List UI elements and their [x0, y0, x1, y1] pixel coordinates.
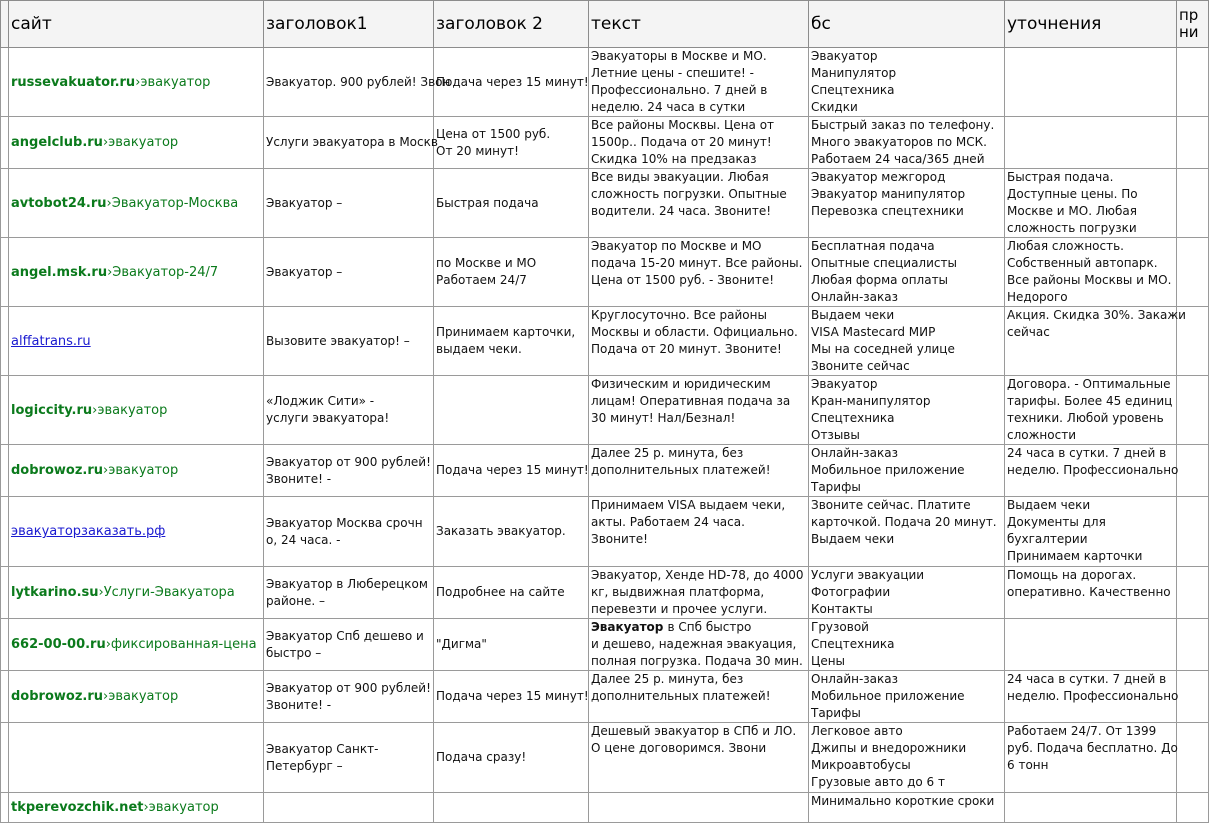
bs-line: Спецтехника: [811, 637, 895, 651]
clarification-line: Документы для: [1007, 515, 1106, 529]
next-col-cell[interactable]: [1177, 619, 1209, 671]
text-cell[interactable]: [589, 497, 809, 567]
text-line: водители. 24 часа. Звоните!: [591, 204, 772, 218]
bs-line: Онлайн-заказ: [811, 672, 899, 686]
clarifications-cell[interactable]: [1005, 723, 1177, 793]
table-row: [1, 671, 1209, 723]
header-bs[interactable]: бс: [809, 1, 1005, 48]
clarification-line: Любая сложность.: [1007, 239, 1124, 253]
clarification-line: Работаем 24/7. От 1399: [1007, 724, 1157, 738]
site-cell[interactable]: [9, 117, 264, 169]
text-line: Принимаем VISA выдаем чеки,: [591, 498, 786, 512]
title1-cell[interactable]: Эвакуатор Москва срочн о, 24 часа. -: [264, 497, 434, 567]
site-cell[interactable]: [9, 48, 264, 117]
title2-cell[interactable]: Принимаем карточки, выдаем чеки.: [434, 307, 589, 376]
text-line: дополнительных платежей!: [591, 463, 771, 477]
bs-line: Звоните сейчас: [811, 359, 910, 373]
table-row: [1, 169, 1209, 238]
site-path: ›Эвакуатор-Москва: [106, 195, 239, 211]
next-col-cell[interactable]: [1177, 497, 1209, 567]
clarification-line: техники. Любой уровень: [1007, 411, 1164, 425]
text-cell[interactable]: [589, 48, 809, 117]
title2-cell[interactable]: [434, 376, 589, 445]
clarifications-cell[interactable]: [1005, 567, 1177, 619]
bs-cell[interactable]: [809, 376, 1005, 445]
title2-cell[interactable]: [434, 793, 589, 823]
row-gutter-cell[interactable]: [1, 723, 9, 793]
text-line: Подача от 20 минут. Звоните!: [591, 342, 782, 356]
text-line: Все виды эвакуации. Любая: [591, 170, 769, 184]
text-line: Эвакуатор по Москве и МО: [591, 239, 762, 253]
bs-line: Грузовые авто до 6 т: [811, 775, 945, 789]
title1-cell[interactable]: Эвакуатор Спб дешево и быстро –: [264, 619, 434, 671]
title2-cell[interactable]: Подача через 15 минут!: [434, 671, 589, 723]
bs-line: Спецтехника: [811, 83, 895, 97]
site-cell[interactable]: [9, 445, 264, 497]
site-path: ›эвакуатор: [103, 463, 179, 478]
bs-cell[interactable]: [809, 793, 1005, 823]
clarification-line: тарифы. Более 45 единиц: [1007, 394, 1173, 408]
clarification-line: 24 часа в сутки. 7 дней в: [1007, 446, 1167, 460]
bs-cell[interactable]: [809, 238, 1005, 307]
text-line: Цена от 1500 руб. - Звоните!: [591, 273, 775, 287]
bs-line: Кран-манипулятор: [811, 394, 931, 408]
bs-line: Тарифы: [811, 706, 861, 720]
text-line: О цене договоримся. Звони: [591, 741, 767, 755]
clarification-line: сейчас: [1007, 325, 1050, 339]
clarification-line: Все районы Москвы и МО.: [1007, 273, 1172, 287]
title1-cell[interactable]: Эвакуатор от 900 рублей! Звоните! -: [264, 671, 434, 723]
site-domain: angel.msk.ru: [11, 264, 108, 280]
row-gutter-cell[interactable]: [1, 619, 9, 671]
table-row: [1, 723, 1209, 793]
text-cell[interactable]: [589, 671, 809, 723]
next-col-cell[interactable]: [1177, 671, 1209, 723]
text-line: Физическим и юридическим: [591, 377, 771, 391]
bs-line: Эвакуатор: [811, 49, 878, 63]
header-row: [1, 1, 1209, 48]
bs-line: Джипы и внедорожники: [811, 741, 967, 755]
row-gutter-cell[interactable]: [1, 445, 9, 497]
row-gutter-cell[interactable]: [1, 238, 9, 307]
text-line: Эвакуатор в Спб быстро: [591, 620, 752, 634]
site-path: ›фиксированная-цена: [105, 637, 257, 652]
text-line: полная погрузка. Подача 30 мин.: [591, 654, 803, 668]
bs-line: VISA Mastecard МИР: [811, 325, 936, 339]
site-domain: angelclub.ru: [11, 135, 103, 150]
bs-line: Выдаем чеки: [811, 308, 895, 322]
text-line: Эвакуатор, Хенде HD-78, до 4000: [591, 568, 804, 582]
table-row: [1, 567, 1209, 619]
header-clarifications[interactable]: уточнения: [1005, 1, 1177, 48]
title1-cell[interactable]: Эвакуатор от 900 рублей! Звоните! -: [264, 445, 434, 497]
table-row: [1, 619, 1209, 671]
clarifications-cell[interactable]: [1005, 376, 1177, 445]
title2-cell[interactable]: по Москве и МО Работаем 24/7: [434, 238, 589, 307]
bs-cell[interactable]: [809, 723, 1005, 793]
bs-line: Эвакуатор: [811, 377, 878, 391]
bs-line: Звоните сейчас. Платите: [811, 498, 971, 512]
site-link[interactable]: эвакуаторзаказать.рф: [11, 524, 166, 539]
next-col-cell[interactable]: [1177, 567, 1209, 619]
clarification-line: Принимаем карточки: [1007, 549, 1143, 563]
bs-line: Минимально короткие сроки: [811, 794, 995, 808]
clarification-line: неделю. Профессионально: [1007, 463, 1179, 477]
text-line: Эвакуаторы в Москве и МО.: [591, 49, 767, 63]
next-col-cell[interactable]: [1177, 48, 1209, 117]
bs-line: Выдаем чеки: [811, 532, 895, 546]
text-line: акты. Работаем 24 часа.: [591, 515, 745, 529]
text-line: перевезти и прочее услуги.: [591, 602, 768, 616]
clarifications-cell[interactable]: [1005, 497, 1177, 567]
row-gutter-cell[interactable]: [1, 793, 9, 823]
bs-line: Контакты: [811, 602, 873, 616]
text-cell[interactable]: [589, 567, 809, 619]
bs-line: Опытные специалисты: [811, 256, 957, 270]
clarification-line: Быстрая подача.: [1007, 170, 1114, 184]
text-line: Звоните!: [591, 532, 648, 546]
clarification-line: Выдаем чеки: [1007, 498, 1091, 512]
text-line: и дешево, надежная эвакуация,: [591, 637, 797, 651]
clarification-line: 6 тонн: [1007, 758, 1049, 772]
bs-line: Быстрый заказ по телефону.: [811, 118, 995, 132]
clarifications-cell[interactable]: [1005, 48, 1177, 117]
bs-line: Мы на соседней улице: [811, 342, 955, 356]
site-path: ›эвакуатор: [103, 689, 179, 704]
title1-cell[interactable]: [264, 793, 434, 823]
text-line: кг, выдвижная платформа,: [591, 585, 765, 599]
site-cell[interactable]: [9, 671, 264, 723]
text-line: Профессионально. 7 дней в: [591, 83, 768, 97]
site-cell[interactable]: [9, 376, 264, 445]
bs-line: Перевозка спецтехники: [811, 204, 964, 218]
table-row: [1, 376, 1209, 445]
text-line: Дешевый эвакуатор в СПб и ЛО.: [591, 724, 797, 738]
site-domain: dobrowoz.ru: [11, 689, 103, 704]
clarifications-cell[interactable]: [1005, 117, 1177, 169]
clarification-line: сложности: [1007, 428, 1076, 442]
bs-line: Скидки: [811, 100, 858, 114]
clarification-line: неделю. Профессионально: [1007, 689, 1179, 703]
site-path: ›эвакуатор: [143, 800, 219, 815]
site-cell[interactable]: [9, 619, 264, 671]
bs-line: Работаем 24 часа/365 дней: [811, 152, 985, 166]
site-domain: logiccity.ru: [11, 402, 93, 418]
bs-line: Мобильное приложение: [811, 463, 965, 477]
bs-cell[interactable]: [809, 307, 1005, 376]
text-cell[interactable]: [589, 307, 809, 376]
table-row: [1, 48, 1209, 117]
clarification-line: бухгалтерии: [1007, 532, 1088, 546]
table-row: [1, 793, 1209, 823]
title1-cell[interactable]: Эвакуатор. 900 рублей! Звон: [264, 48, 434, 117]
bs-line: Услуги эвакуации: [811, 568, 925, 582]
bs-line: Манипулятор: [811, 66, 897, 80]
title1-cell[interactable]: Эвакуатор –: [264, 169, 434, 238]
text-line: Далее 25 р. минута, без: [591, 672, 744, 686]
clarifications-cell[interactable]: [1005, 445, 1177, 497]
next-col-cell[interactable]: [1177, 376, 1209, 445]
title2-cell[interactable]: Подача сразу!: [434, 723, 589, 793]
bs-line: Микроавтобусы: [811, 758, 911, 772]
text-line: Летние цены - спешите! -: [591, 66, 755, 80]
bs-cell[interactable]: [809, 497, 1005, 567]
header-text[interactable]: текст: [589, 1, 809, 48]
clarification-line: 24 часа в сутки. 7 дней в: [1007, 672, 1167, 686]
text-line: лицам! Оперативная подача за: [591, 394, 791, 408]
site-domain: 662-00-00.ru: [11, 637, 106, 652]
table-row: [1, 445, 1209, 497]
bs-line: Бесплатная подача: [811, 239, 935, 253]
text-line: Круглосуточно. Все районы: [591, 308, 767, 322]
row-gutter-cell[interactable]: [1, 117, 9, 169]
clarification-line: Недорого: [1007, 290, 1068, 304]
clarifications-cell[interactable]: [1005, 793, 1177, 823]
site-cell[interactable]: [9, 567, 264, 619]
bs-cell[interactable]: [809, 117, 1005, 169]
next-col-cell[interactable]: [1177, 169, 1209, 238]
text-line: сложность погрузки. Опытные: [591, 187, 787, 201]
header-col-a[interactable]: [1, 1, 9, 48]
text-cell[interactable]: [589, 238, 809, 307]
bs-line: Любая форма оплаты: [811, 273, 949, 287]
bs-cell[interactable]: [809, 567, 1005, 619]
title2-cell[interactable]: Подача через 15 минут!: [434, 445, 589, 497]
bs-line: карточкой. Подача 20 минут.: [811, 515, 997, 529]
clarification-line: руб. Подача бесплатно. До: [1007, 741, 1178, 755]
text-cell[interactable]: [589, 619, 809, 671]
next-col-cell[interactable]: [1177, 445, 1209, 497]
header-title2[interactable]: заголовок 2: [434, 1, 589, 48]
site-path: ›Услуги-Эвакуатора: [98, 585, 235, 600]
text-cell[interactable]: [589, 376, 809, 445]
site-cell[interactable]: [9, 723, 264, 793]
next-col-cell[interactable]: [1177, 723, 1209, 793]
title1-cell[interactable]: Услуги эвакуатора в Москв: [264, 117, 434, 169]
site-cell[interactable]: [9, 238, 264, 307]
text-cell[interactable]: [589, 793, 809, 823]
clarification-line: Москве и МО. Любая: [1007, 204, 1137, 218]
title2-cell[interactable]: Подробнее на сайте: [434, 567, 589, 619]
bs-line: Грузовой: [811, 620, 869, 634]
bs-line: Цены: [811, 654, 846, 668]
text-line: Все районы Москвы. Цена от: [591, 118, 775, 132]
row-gutter-cell[interactable]: [1, 671, 9, 723]
site-domain: tkperevozchik.net: [11, 800, 144, 815]
text-line: дополнительных платежей!: [591, 689, 771, 703]
text-cell[interactable]: [589, 445, 809, 497]
clarification-line: сложность погрузки: [1007, 221, 1137, 235]
bs-line: Мобильное приложение: [811, 689, 965, 703]
title2-cell[interactable]: Цена от 1500 руб. От 20 минут!: [434, 117, 589, 169]
clarifications-cell[interactable]: [1005, 619, 1177, 671]
clarification-line: Собственный автопарк.: [1007, 256, 1158, 270]
site-path: ›эвакуатор: [92, 402, 168, 418]
header-title1[interactable]: заголовок1: [264, 1, 434, 48]
site-cell[interactable]: [9, 793, 264, 823]
title1-cell[interactable]: Эвакуатор –: [264, 238, 434, 307]
text-line: неделю. 24 часа в сутки: [591, 100, 746, 114]
row-gutter-cell[interactable]: [1, 567, 9, 619]
header-site[interactable]: сайт: [9, 1, 264, 48]
bs-cell[interactable]: [809, 445, 1005, 497]
title1-cell[interactable]: «Лоджик Сити» - услуги эвакуатора!: [264, 376, 434, 445]
title2-cell[interactable]: "Дигма": [434, 619, 589, 671]
site-link[interactable]: alffatrans.ru: [11, 333, 91, 349]
bs-line: Онлайн-заказ: [811, 290, 899, 304]
text-line: Далее 25 р. минута, без: [591, 446, 744, 460]
next-col-cell[interactable]: [1177, 793, 1209, 823]
site-path: ›эвакуатор: [135, 74, 211, 90]
title2-cell[interactable]: Быстрая подача: [434, 169, 589, 238]
bs-line: Много эвакуаторов по МСК.: [811, 135, 987, 149]
clarification-line: оперативно. Качественно: [1007, 585, 1171, 599]
clarifications-cell[interactable]: [1005, 307, 1186, 376]
row-gutter-cell[interactable]: [1, 307, 9, 376]
row-gutter-cell[interactable]: [1, 376, 9, 445]
next-col-cell[interactable]: [1177, 238, 1209, 307]
title1-cell[interactable]: Эвакуатор Санкт- Петербург –: [264, 723, 434, 793]
next-col-cell[interactable]: [1177, 117, 1209, 169]
bs-cell[interactable]: [809, 671, 1005, 723]
clarification-line: Доступные цены. По: [1007, 187, 1138, 201]
header-next[interactable]: пр ни: [1177, 1, 1209, 48]
bs-cell[interactable]: [809, 619, 1005, 671]
site-domain: dobrowoz.ru: [11, 463, 103, 478]
table-row: [1, 307, 1209, 376]
row-gutter-cell[interactable]: [1, 48, 9, 117]
bs-line: Онлайн-заказ: [811, 446, 899, 460]
clarifications-cell[interactable]: [1005, 238, 1177, 307]
clarification-line: Помощь на дорогах.: [1007, 568, 1137, 582]
bs-line: Легковое авто: [811, 724, 903, 738]
bs-line: Спецтехника: [811, 411, 895, 425]
clarification-line: Акция. Скидка 30%. Закажи: [1007, 308, 1186, 322]
text-cell[interactable]: [589, 117, 809, 169]
title2-cell[interactable]: Заказать эвакуатор.: [434, 497, 589, 567]
text-line: 1500р.. Подача от 20 минут!: [591, 135, 772, 149]
title2-cell[interactable]: Подача через 15 минут!: [434, 48, 589, 117]
bs-line: Эвакуатор межгород: [811, 170, 946, 184]
site-domain: avtobot24.ru: [11, 195, 107, 211]
bs-line: Отзывы: [811, 428, 860, 442]
table-row: [1, 238, 1209, 307]
row-gutter-cell[interactable]: [1, 497, 9, 567]
table-row: [1, 497, 1209, 567]
text-line: 30 минут! Нал/Безнал!: [591, 411, 736, 425]
text-bold-prefix: Эвакуатор: [591, 620, 668, 634]
text-cell[interactable]: [589, 723, 809, 793]
clarification-line: Договора. - Оптимальные: [1007, 377, 1171, 391]
text-line: Москвы и области. Официально.: [591, 325, 798, 339]
bs-line: Фотографии: [811, 585, 891, 599]
site-cell[interactable]: [9, 169, 264, 238]
site-cell[interactable]: [9, 497, 264, 567]
title1-cell[interactable]: Вызовите эвакуатор! –: [264, 307, 434, 376]
clarifications-cell[interactable]: [1005, 169, 1177, 238]
site-domain: russevakuator.ru: [11, 74, 136, 90]
bs-line: Тарифы: [811, 480, 861, 494]
bs-cell[interactable]: [809, 48, 1005, 117]
row-gutter-cell[interactable]: [1, 169, 9, 238]
text-cell[interactable]: [589, 169, 809, 238]
text-line: Скидка 10% на предзаказ: [591, 152, 757, 166]
table-row: [1, 117, 1209, 169]
text-line: подача 15-20 минут. Все районы.: [591, 256, 803, 270]
site-path: ›эвакуатор: [102, 135, 179, 150]
site-cell[interactable]: [9, 307, 264, 376]
bs-cell[interactable]: [809, 169, 1005, 238]
bs-line: Эвакуатор манипулятор: [811, 187, 966, 201]
site-domain: lytkarino.su: [11, 585, 99, 600]
site-path: ›Эвакуатор-24/7: [107, 264, 219, 280]
clarifications-cell[interactable]: [1005, 671, 1177, 723]
title1-cell[interactable]: Эвакуатор в Люберецком районе. –: [264, 567, 434, 619]
